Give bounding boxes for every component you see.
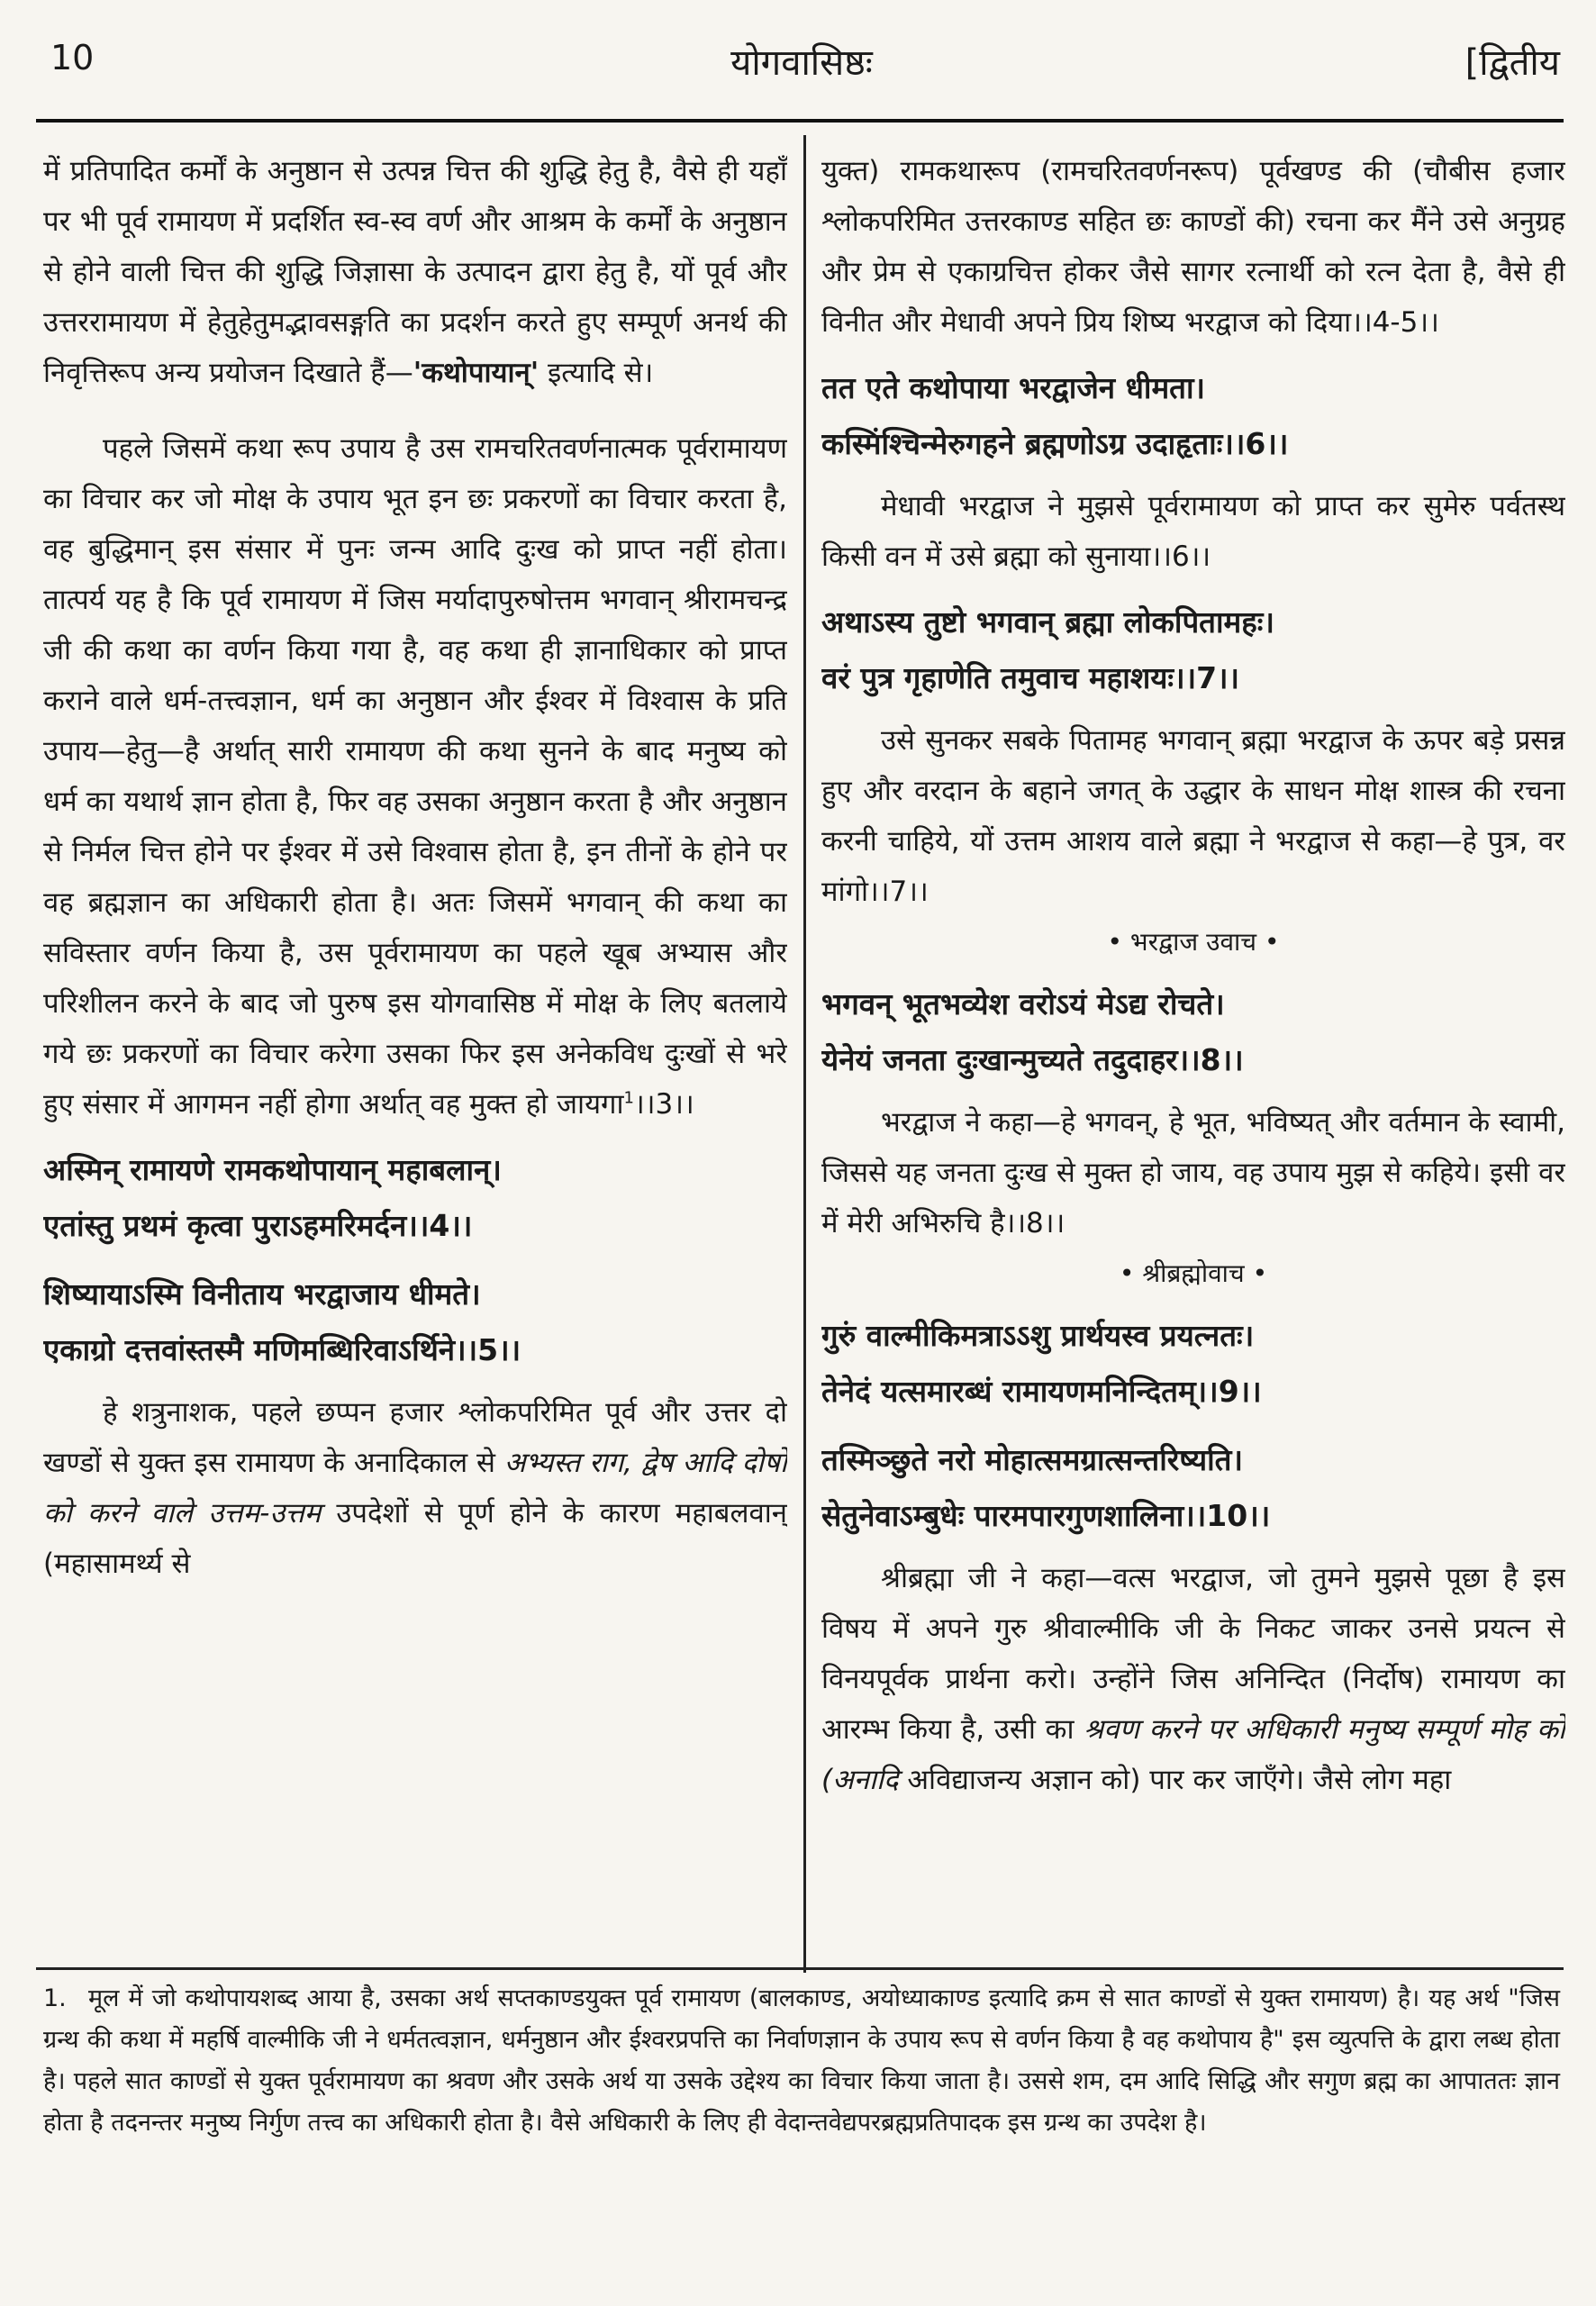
verse-line: वरं पुत्र गृहाणेति तमुवाच महाशयः।।7।। <box>821 660 1240 695</box>
verse-line: तस्मिञ्छुते नरो मोहात्समग्रात्सन्तरिष्यति। <box>821 1442 1243 1477</box>
paragraph: मेधावी भरद्वाज ने मुझसे पूर्वरामायण को प्राप्त कर सुमेरु पर्वतस्थ किसी वन में उसे ब्रह्मा को सुनाया।।6।। <box>821 490 1565 573</box>
paragraph-text: पहले जिसमें कथा रूप उपाय है उस रामचरितवर्णनात्मक पूर्वरामायण का विचार कर जो मोक्ष के उपाय भूत इन छः प्रकरणों का विचार करता है, वह बुद्धिमान् इस संसार में पुनः जन्म आदि दुःख को प्राप्त नहीं होता। तात्पर्य यह है कि पूर्व रामायण में जिस मर्यादापुरुषोत्तम भगवान् श्रीरामचन्द्र जी की कथा का वर्णन किया गया है, वह कथा ही ज्ञानाधिकार को प्राप्त कराने वाले धर्म-तत्त्वज्ञान, धर्म का अनुष्ठान और ईश्वर में विश्वास के प्रति उपाय—हेतु—है अर्थात् सारी रामायण की कथा सुनने के बाद मनुष्य को धर्म का यथार्थ ज्ञान होता है, फिर वह उसका अनुष्ठान करता है और अनुष्ठान से निर्मल चित्त होने पर ईश्वर में उसे विश्वास होता है, इन तीनों के होने पर वह ब्रह्मज्ञान का अधिकारी होता है। अतः जिसमें भगवान् की कथा का सविस्तार वर्णन किया है, उस पूर्वरामायण का पहले खूब अभ्यास और परिशीलन करने के बाद जो पुरुष इस योगवासिष्ठ में मोक्ष के लिए बतलाये गये छः प्रकरणों का विचार करेगा उसका फिर इस अनेकविध दुःखों से भरे हुए संसार में आगमन नहीं होगा अर्थात् वह मुक्त हो जायगा <box>43 432 787 1121</box>
column-divider <box>803 135 806 1973</box>
verse-5 <box>43 1266 787 1378</box>
verse-line: एकाग्रो दत्तवांस्तस्मै मणिमब्धिरिवाऽर्थिने।।5।। <box>43 1332 521 1367</box>
right-column <box>821 146 1565 1956</box>
verse-line: भगवन् भूतभव्येश वरोऽयं मेऽद्य रोचते। <box>821 986 1225 1021</box>
verse-line: कस्मिंश्चिन्मेरुगहने ब्रह्मणोऽग्र उदाहृताः।।6।। <box>821 426 1289 461</box>
verse-line: अस्मिन् रामायणे रामकथोपायान् महाबलान्। <box>43 1152 502 1187</box>
section-tag: [द्वितीय <box>1465 42 1560 84</box>
paragraph-text: अविद्याजन्य अज्ञान को) पार कर जाएँगे। जैसे लोग महा <box>898 1764 1452 1796</box>
running-title: योगवासिष्ठः <box>730 42 873 84</box>
spacer <box>43 398 787 423</box>
header-rule <box>36 119 1564 123</box>
italic-text: श्रवण करने पर अधिकारी मनुष्य सम्पूर्ण मोह को (अनादि <box>821 1713 1565 1796</box>
paragraph-text: हे शत्रुनाशक, पहले छप्पन हजार श्लोकपरिमित पूर्व और उत्तर दो खण्डों से युक्त इस रामायण के अनादिकाल से <box>43 1396 787 1479</box>
paragraph-text: में प्रतिपादित कर्मों के अनुष्ठान से उत्पन्न चित्त की शुद्धि हेतु है, वैसे ही यहाँ पर भी पूर्व रामायण में प्रदर्शित स्व-स्व वर्ण और आश्रम के कर्मों के अनुष्ठान से होने वाली चित्त की शुद्धि जिज्ञासा के उत्पादन द्वारा हेतु है, यों पूर्व और उत्तररामायण में हेतुहेतुमद्भावसङ्गति का प्रदर्शन करते हुए सम्पूर्ण अनर्थ की निवृत्तिरूप अन्य प्रयोजन दिखाते हैं— <box>43 155 787 389</box>
verse-line: तत एते कथोपाया भरद्वाजेन धीमता। <box>821 370 1206 405</box>
verse-line: अथाऽस्य तुष्टो भगवान् ब्रह्मा लोकपितामहः। <box>821 604 1274 640</box>
verse-6 <box>821 360 1565 472</box>
verse-8 <box>821 976 1565 1088</box>
paragraph <box>43 423 787 1130</box>
paragraph-text: इत्यादि से। <box>539 357 654 389</box>
verse-10 <box>821 1432 1565 1544</box>
paragraph: उसे सुनकर सबके पितामह भगवान् ब्रह्मा भरद्वाज के ऊपर बड़े प्रसन्न हुए और वरदान के बहाने जगत् के उद्धार के साधन मोक्ष शास्त्र की रचना करनी चाहिये, यों उत्तम आशय वाले ब्रह्मा ने भरद्वाज से कहा—हे पुत्र, वर मांगो।।7।। <box>821 724 1565 908</box>
verse-7 <box>821 595 1565 706</box>
verse-line: सेतुनेवाऽम्बुधेः पारमपारगुणशालिना।।10।। <box>821 1498 1271 1533</box>
italic-text: अभ्यस्त राग, द्वेष आदि दोषों को करने वाले उत्तम-उत्तम <box>43 1447 787 1530</box>
verse-line: तेनेदं यत्समारब्धं रामायणमनिन्दितम्।।9।। <box>821 1374 1262 1409</box>
verse-line: गुरुं वाल्मीकिमत्राऽऽशु प्रार्थयस्व प्रयत्नतः। <box>821 1318 1255 1353</box>
footnote-marker: 1 <box>623 1088 634 1108</box>
paragraph-text: उपदेशों से पूर्ण होने के कारण महाबलवान् (महासामर्थ्य से <box>43 1497 787 1580</box>
paragraph: युक्त) रामकथारूप (रामचरितवर्णनरूप) पूर्वखण्ड की (चौबीस हजार श्लोकपरिमित उत्तरकाण्ड सहित छः काण्डों की) रचना कर मैंने उसे अनुग्रह और प्रेम से एकाग्रचित्त होकर जैसे सागर रत्नार्थी को रत्न देता है, वैसे ही विनीत और मेधावी अपने प्रिय शिष्य भरद्वाज को दिया।।4-5।। <box>821 155 1565 339</box>
page-header <box>43 16 1560 106</box>
paragraph <box>43 146 787 398</box>
speaker-heading-bharadvaja: • भरद्वाज उवाच • <box>1107 927 1280 957</box>
paragraph-text: ।।3।। <box>634 1088 694 1121</box>
footnote-number: 1. <box>43 1984 67 2012</box>
keyword-kathopayan: 'कथोपायान्' <box>413 357 540 389</box>
verse-9 <box>821 1308 1565 1420</box>
left-column <box>43 146 787 1956</box>
verse-4 <box>43 1142 787 1254</box>
verse-line: एतांस्तु प्रथमं कृत्वा पुराऽहमरिमर्दन।।4।। <box>43 1208 473 1243</box>
paragraph <box>43 1387 787 1589</box>
footnote <box>43 1978 1560 2144</box>
verse-line: शिष्यायाऽस्मि विनीताय भरद्वाजाय धीमते। <box>43 1276 481 1312</box>
speaker-heading-brahma: • श्रीब्रह्मोवाच • <box>1119 1258 1268 1288</box>
page-number: 10 <box>50 38 95 77</box>
footnote-text: मूल में जो कथोपायशब्द आया है, उसका अर्थ सप्तकाण्डयुक्त पूर्व रामायण (बालकाण्ड, अयोध्याकाण्ड इत्यादि क्रम से सात काण्डों से युक्त रामायण) है। यह अर्थ "जिस ग्रन्थ की कथा में महर्षि वाल्मीकि जी ने धर्मतत्वज्ञान, धर्मनुष्ठान और ईश्वरप्रपत्ति का निर्वाणज्ञान के उपाय रूप से वर्णन किया है वह कथोपाय है" इस व्युत्पत्ति के द्वारा लब्ध होता है। पहले सात काण्डों से युक्त पूर्वरामायण का श्रवण और उसके अर्थ या उसके उद्देश्य का विचार किया जाता है। उससे शम, दम आदि सिद्धि और सगुण ब्रह्म का आपाततः ज्ञान होता है तदनन्तर मनुष्य निर्गुण तत्त्व का अधिकारी होता है। वैसे अधिकारी के लिए ही वेदान्तवेद्यपरब्रह्मप्रतिपादक इस ग्रन्थ का उपदेश है। <box>43 1984 1560 2137</box>
verse-line: येनेयं जनता दुःखान्मुच्यते तदुदाहर।।8।। <box>821 1042 1244 1077</box>
footnote-rule <box>36 1967 1564 1970</box>
paragraph: भरद्वाज ने कहा—हे भगवन्, हे भूत, भविष्यत् और वर्तमान के स्वामी, जिससे यह जनता दुःख से मुक्त हो जाय, वह उपाय मुझ से कहिये। इसी वर में मेरी अभिरुचि है।।8।। <box>821 1106 1565 1239</box>
paragraph <box>821 1553 1565 1805</box>
paragraph-text: श्रीब्रह्मा जी ने कहा—वत्स भरद्वाज, जो तुमने मुझसे पूछा है इस विषय में अपने गुरु श्रीवाल्मीकि जी के निकट जाकर उनसे प्रयत्न से विनयपूर्वक प्रार्थना करो। उन्होंने जिस अनिन्दित (निर्दोष) रामायण का आरम्भ किया है, उसी का <box>821 1562 1565 1746</box>
